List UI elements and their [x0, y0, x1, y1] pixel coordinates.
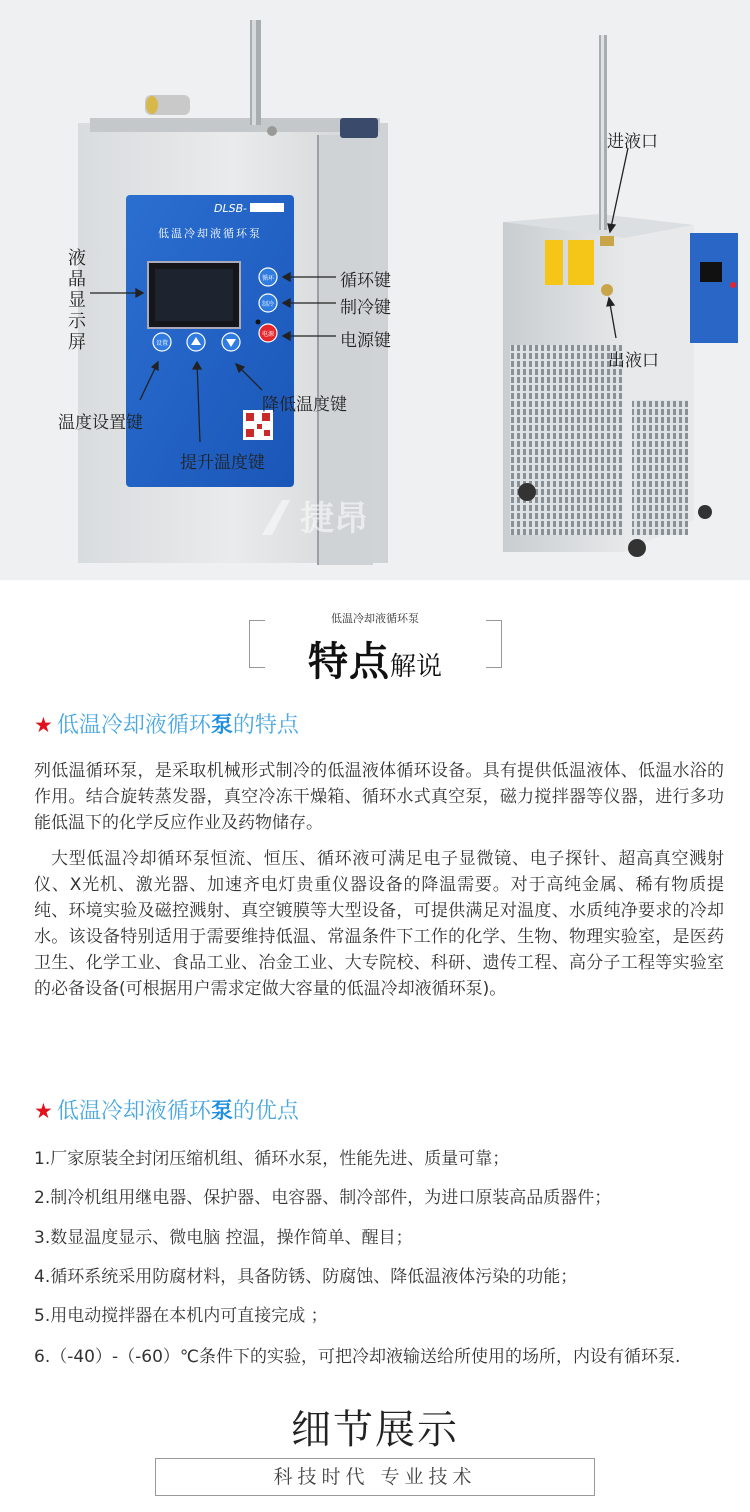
star-icon: ★: [34, 713, 53, 737]
section-advantages-heading-post: 的优点: [232, 1099, 299, 1124]
slogan-box: 科技时代 专业技术: [155, 1458, 595, 1496]
section-advantages-heading-pre: 低温冷却液循环: [56, 1099, 211, 1124]
mini-control-panel: [690, 233, 738, 343]
label-inlet: 进液口: [607, 132, 658, 152]
label-circulation-key: 循环键: [340, 271, 391, 291]
section-advantages-heading: [34, 1094, 299, 1125]
advantage-item-1: 1.厂家原装全封闭压缩机组、循环水泵，性能先进、质量可靠；: [34, 1149, 510, 1169]
section-features-heading: [34, 708, 299, 739]
title-subheading: 低温冷却液循环泵: [331, 612, 419, 625]
panel-model: DLSB-: [214, 202, 247, 215]
advantage-item-4: 4.循环系统采用防腐材料，具备防锈、防腐蚀、降低温液体污染的功能；: [34, 1267, 578, 1287]
section-advantages-heading-highlight: 泵: [210, 1099, 233, 1124]
watermark: 捷昂: [300, 499, 368, 539]
product-photo: [0, 0, 750, 580]
details-title: 细节展示: [291, 1407, 459, 1453]
cooling-button-label: 制冷: [262, 301, 275, 308]
star-icon: ★: [34, 1099, 53, 1123]
set-button-label: 设置: [156, 340, 169, 347]
outlet-port: [601, 284, 613, 296]
features-title: [0, 600, 750, 690]
label-raise-temp-key: 提升温度键: [180, 453, 265, 473]
advantage-item-6: 6.（-40）-（-60）℃条件下的实验，可把冷却液输送给所使用的场所，内设有循环泵.: [34, 1347, 681, 1367]
power-button-label: 电源: [262, 331, 275, 338]
circulation-button-label: 循环: [262, 275, 275, 282]
inlet-port: [600, 236, 614, 246]
title-bold: 特点: [307, 639, 390, 685]
section-features-heading-pre: 低温冷却液循环: [56, 713, 211, 738]
label-cooling-key: 制冷键: [340, 298, 391, 318]
label-temp-set-key: 温度设置键: [58, 413, 143, 433]
top-latch: [340, 118, 378, 138]
panel-title: 低温冷却液循环泵: [158, 227, 262, 240]
advantage-item-2: 2.制冷机组用继电器、保护器、电容器、制冷部件，为进口原装高品质器件；: [34, 1188, 612, 1208]
title-suffix: 解说: [389, 652, 442, 682]
advantage-item-5: 5.用电动搅拌器在本机内可直接完成 ；: [34, 1306, 328, 1326]
title-heading: [0, 630, 750, 687]
side-vent: [510, 345, 622, 535]
section-features-heading-post: 的特点: [232, 713, 299, 738]
features-paragraph-1: 列低温循环泵，是采取机械形式制冷的低温液体循环设备。具有提供低温液体、低温水浴的作用。结合旋转蒸发器，真空冷冻干燥箱、循环水式真空泵，磁力搅拌器等仪器，进行多功能低温下的化学反应作业及药物储存。: [34, 761, 724, 833]
label-lcd: 液晶显示屏: [68, 248, 86, 353]
advantage-item-3: 3.数显温度显示、微电脑 控温，操作简单、醒目；: [34, 1228, 413, 1248]
front-vent: [632, 400, 688, 535]
section-features-heading-highlight: 泵: [210, 713, 233, 738]
features-paragraph-2: 大型低温冷却循环泵恒流、恒压、循环液可满足电子显微镜、电子探针、超高真空溅射仪、X光机、激光器、加速齐电灯贵重仪器设备的降温需要。对于高纯金属、稀有物质提纯、环境实验及磁控溅射、真空镀膜等大型设备，可提供满足对温度、水质纯净要求的冷却水。该设备特别适用于需要维持低温、常温条件下工作的化学、生物、物理实验室，是医药卫生、化学工业、食品工业、冶金工业、大专院校、科研、遗传工程、高分子工程等实验室的必备设备(可根据用户需求定做大容量的低温冷却液循环泵)。: [34, 849, 724, 999]
label-power-key: 电源键: [340, 331, 391, 351]
label-outlet: 出液口: [608, 351, 659, 371]
label-lower-temp-key: 降低温度键: [262, 395, 347, 415]
